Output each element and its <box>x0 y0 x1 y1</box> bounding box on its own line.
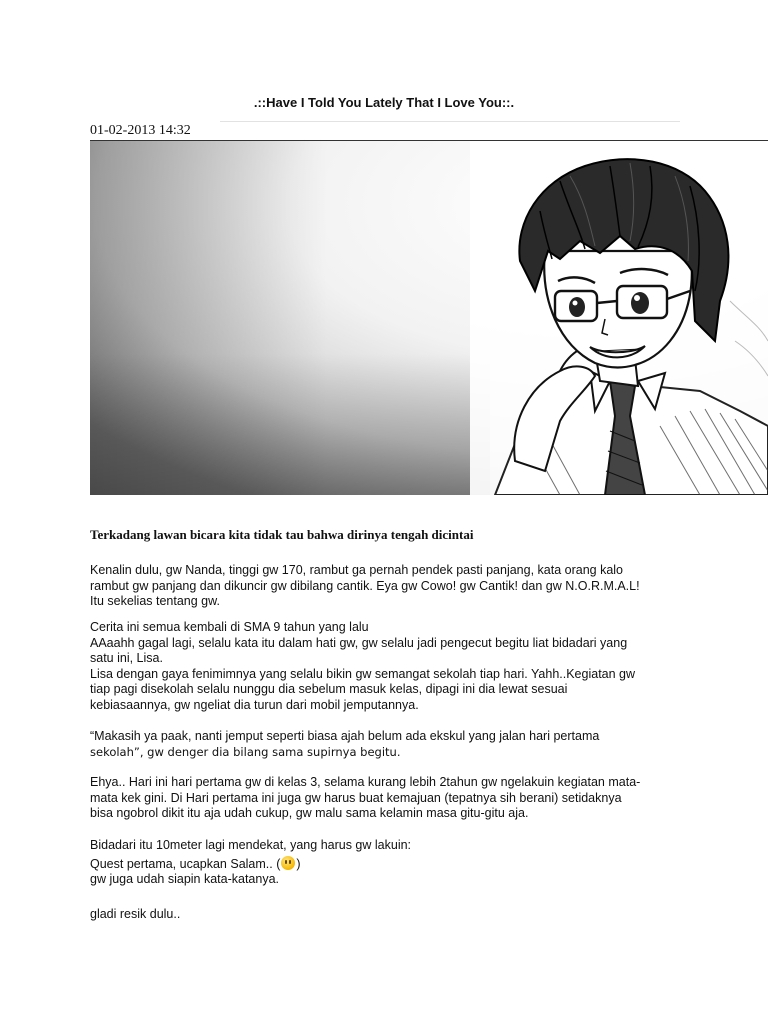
text-line: satu ini, Lisa. <box>90 651 163 665</box>
paragraph-flashback <box>90 620 680 713</box>
text-line: sekolah”, gw denger dia bilang sama supirnya begitu. <box>90 744 401 759</box>
text-line: Cerita ini semua kembali di SMA 9 tahun yang lalu <box>90 620 369 634</box>
paragraph-rehearsal <box>90 907 680 923</box>
paragraph-intro <box>90 563 680 610</box>
text-line: Ehya.. Hari ini hari pertama gw di kelas 3, selama kurang lebih 2tahun gw ngelakuin kegiatan mata- <box>90 775 641 789</box>
text-segment: Quest pertama, ucapkan Salam.. ( <box>90 856 281 871</box>
text-segment: ) <box>296 856 301 871</box>
paragraph-quote <box>90 729 680 760</box>
text-line: tiap pagi disekolah selalu nunggu dia sebelum masuk kelas, dipagi ini dia lewat sesuai <box>90 682 568 696</box>
text-line: kebiasaannya, gw ngeliat dia turun dari mobil jemputannya. <box>90 697 419 712</box>
post-title: .::Have I Told You Lately That I Love You::. <box>253 95 515 110</box>
post-date: 01-02-2013 14:32 <box>90 123 191 138</box>
text-line: mata kek gini. Di Hari pertama ini juga gw harus buat kemajuan (tepatnya sih berani) setidaknya <box>90 790 622 805</box>
text-line: “Makasih ya paak, nanti jemput seperti biasa ajah belum ada ekskul yang jalan hari pertama <box>90 729 600 743</box>
text-line: AAaahh gagal lagi, selalu kata itu dalam hati gw, gw selalu jadi pengecut begitu liat bidadari yang <box>90 635 628 650</box>
smiley-emoticon-icon <box>281 856 295 870</box>
text-line: Kenalin dulu, gw Nanda, tinggi gw 170, rambut ga pernah pendek pasti panjang, kata orang kalo <box>90 563 624 577</box>
text-line: bisa ngobrol dikit itu aja udah cukup, gw malu sama kelamin masa gitu-gitu aja. <box>90 806 529 820</box>
anime-boy-illustration <box>90 141 768 495</box>
text-line: gw juga udah siapin kata-katanya. <box>90 872 280 886</box>
paragraph-quest <box>90 838 680 888</box>
text-line <box>90 856 680 873</box>
text-line: gladi resik dulu.. <box>90 907 181 921</box>
paragraph-first-day <box>90 775 680 822</box>
text-line: Bidadari itu 10meter lagi mendekat, yang harus gw lakuin: <box>90 838 412 852</box>
text-line: Itu sekelias tentang gw. <box>90 594 220 608</box>
story-subtitle: Terkadang lawan bicara kita tidak tau bahwa dirinya tengah dicintai <box>90 527 474 542</box>
text-line: rambut gw panjang dan dikuncir gw dibilang cantik. Eya gw Cowo! gw Cantik! dan gw N.O.R.M.A.L! <box>90 578 640 593</box>
text-line: Lisa dengan gaya fenimimnya yang selalu bikin gw semangat sekolah tiap hari. Yahh..Kegiatan gw <box>90 666 636 681</box>
title-divider <box>220 121 680 122</box>
